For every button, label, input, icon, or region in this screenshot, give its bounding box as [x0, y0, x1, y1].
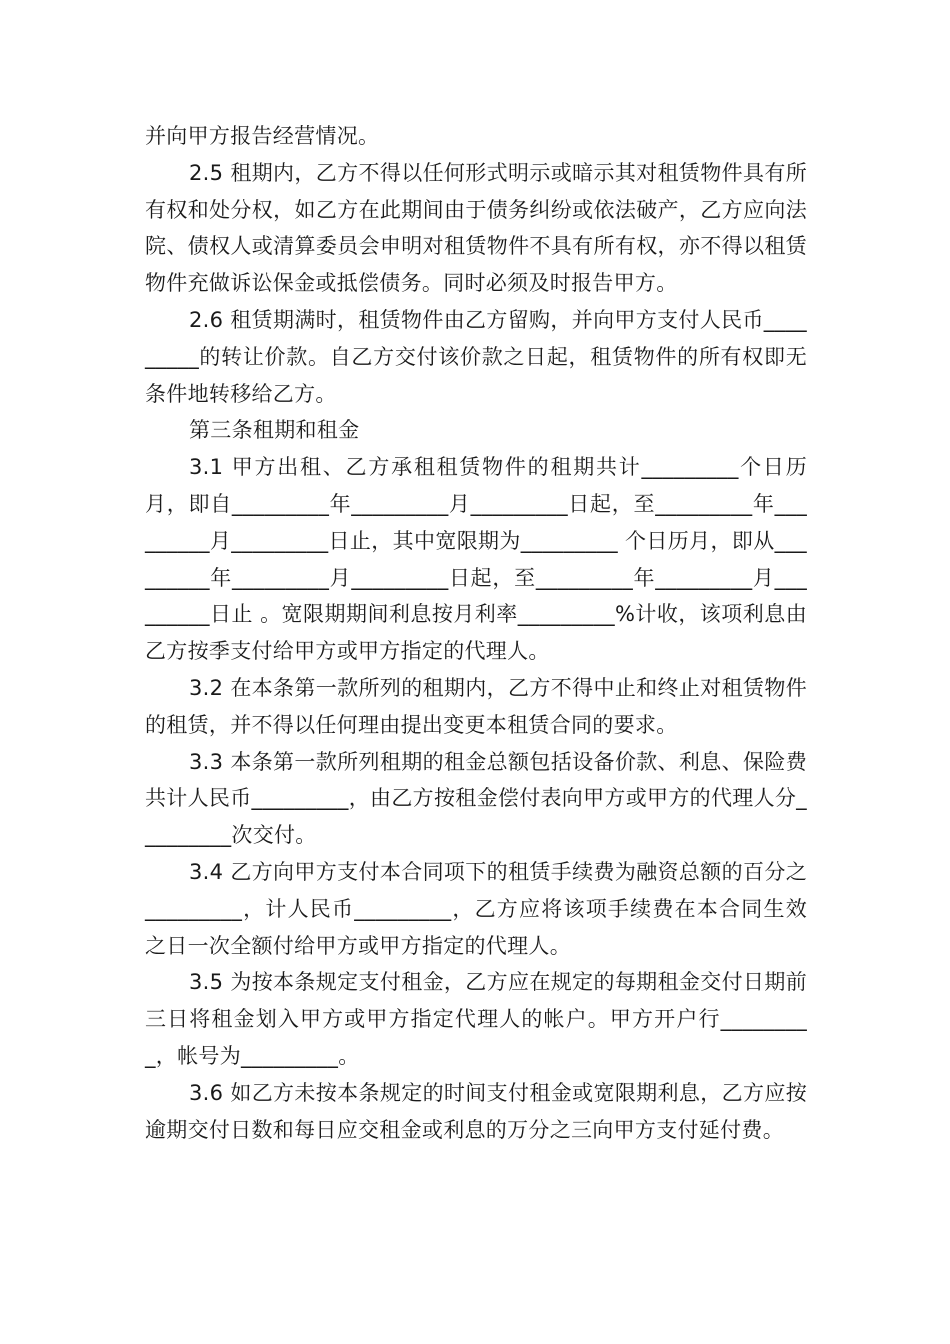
- paragraph-3-6: 3.6 如乙方未按本条规定的时间支付租金或宽限期利息，乙方应按逾期交付日数和每日应交租金或利息的万分之三向甲方支付延付费。: [145, 1080, 807, 1142]
- paragraph-3-3: 3.3 本条第一款所列租期的租金总额包括设备价款、利息、保险费共计人民币_________，由乙方按租金偿付表向甲方或甲方的代理人分_________次交付。: [145, 749, 807, 848]
- document-body: [145, 118, 807, 1148]
- section-heading-article-3: 第三条租期和租金: [189, 418, 360, 443]
- paragraph-2-5: 2.5 租期内，乙方不得以任何形式明示或暗示其对租赁物件具有所有权和处分权，如乙方在此期间由于债务纠纷或依法破产，乙方应向法院、债权人或清算委员会申明对租赁物件不具有所有权，亦不得以租赁物件充做诉讼保金或抵偿债务。同时必须及时报告甲方。: [145, 160, 807, 296]
- paragraph-3-2: 3.2 在本条第一款所列的租期内，乙方不得中止和终止对租赁物件的租赁，并不得以任何理由提出变更本租赁合同的要求。: [145, 675, 807, 737]
- paragraph-2-6: 2.6 租赁期满时，租赁物件由乙方留购，并向甲方支付人民币_________的转让价款。自乙方交付该价款之日起，租赁物件的所有权即无条件地转移给乙方。: [145, 307, 807, 406]
- paragraph-3-1: 3.1 甲方出租、乙方承租租赁物件的租期共计_________个日历月，即自_________年_________月_________日起，至_________年_________月_________日止，其中宽限期为_________ 个日历月，即从_________年_________月_________日起，至_________年_________月_________日止 。宽限期期间利息按月利率_________%计收，该项利息由乙方按季支付给甲方或甲方指定的代理人。: [145, 455, 807, 664]
- paragraph-3-4: 3.4 乙方向甲方支付本合同项下的租赁手续费为融资总额的百分之_________，计人民币_________，乙方应将该项手续费在本合同生效之日一次全额付给甲方或甲方指定的代理人。: [145, 859, 807, 958]
- paragraph-3-5: 3.5 为按本条规定支付租金，乙方应在规定的每期租金交付日期前三日将租金划入甲方或甲方指定代理人的帐户。甲方开户行_________，帐号为_________。: [145, 970, 807, 1068]
- paragraph-continuation: 并向甲方报告经营情况。: [145, 124, 380, 148]
